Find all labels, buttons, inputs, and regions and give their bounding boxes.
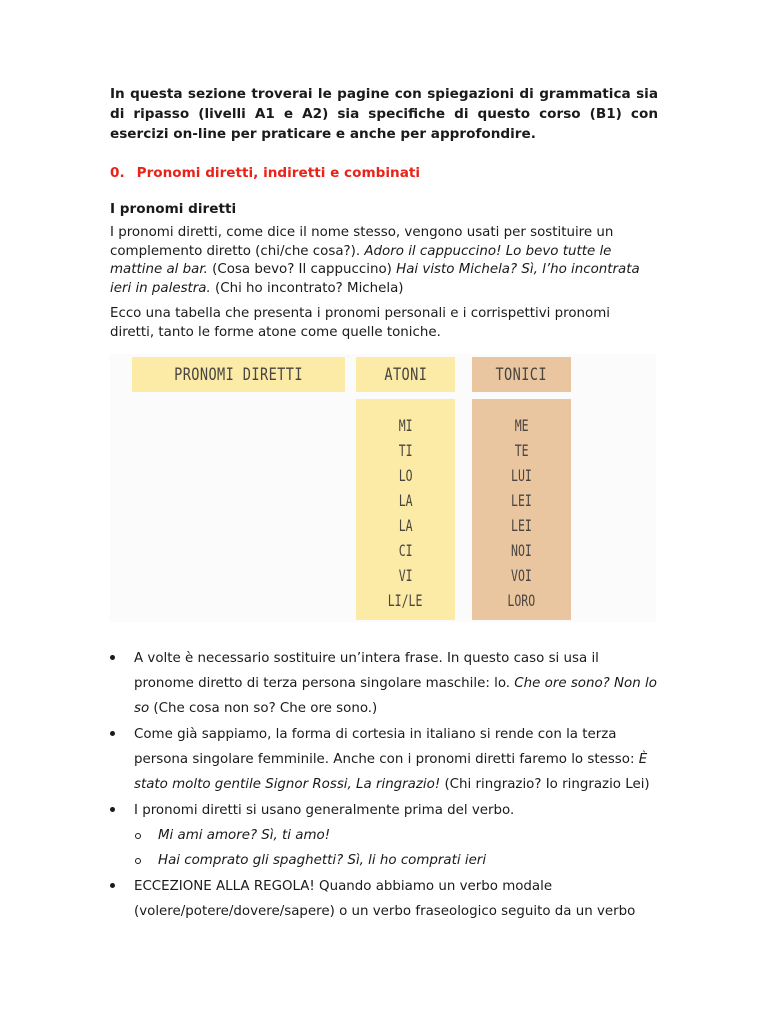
cell-tonico: LEI: [511, 491, 532, 510]
header-pronomi-diretti: PRONOMI DIRETTI: [132, 357, 345, 392]
bullet-icon: [110, 731, 115, 736]
bullet-icon: [110, 883, 115, 888]
column-atoni: [356, 399, 455, 620]
paragraph-table-intro: Ecco una tabella che presenta i pronomi personali e i corrispettivi pronomi diretti, tanto le forme atone come quelle toniche.: [110, 306, 610, 340]
section-title: [110, 163, 658, 183]
section-title-text: Pronomi diretti, indiretti e combinati: [136, 165, 421, 181]
cell-atono: MI: [398, 416, 413, 435]
document-body: [110, 84, 658, 342]
header-atoni: ATONI: [356, 357, 455, 392]
cell-tonico: NOI: [511, 541, 532, 560]
section-number: 0.: [110, 165, 125, 181]
cell-atono: CI: [398, 541, 413, 560]
circle-bullet-icon: [135, 833, 141, 839]
cell-tonico: TE: [514, 441, 529, 460]
intro-paragraph: In questa sezione troverai le pagine con spiegazioni di grammatica sia di ripasso (livelli A1 e A2) sia specifiche di questo corso (B1) con esercizi on-line per praticare e anche per approfondire.: [110, 86, 658, 142]
cell-tonico: VOI: [511, 566, 532, 585]
text-span: (Cosa bevo? Il cappuccino): [207, 262, 397, 277]
text-span: (Chi ho incontrato? Michela): [210, 280, 404, 296]
column-tonici: [472, 399, 571, 620]
example-italic: Hai visto Michela? Sì, l’ho incontrata ieri in palestra.: [110, 262, 640, 296]
text-span: I pronomi diretti, come dice il nome stesso, vengono usati per sostituire un complemento diretto (chi/che cosa?).: [110, 225, 614, 259]
sub-list-item: Hai comprato gli spaghetti? Sì, li ho comprati ieri: [134, 848, 658, 873]
cell-tonico: LEI: [511, 516, 532, 535]
sub-list-item: Mi ami amore? Sì, ti amo!: [134, 823, 658, 848]
list-item: ECCEZIONE ALLA REGOLA! Quando abbiamo un verbo modale (volere/potere/dovere/sapere) o un verbo fraseologico seguito da un verbo: [110, 874, 658, 924]
cell-tonico: LUI: [511, 466, 532, 485]
header-tonici: TONICI: [472, 357, 571, 392]
bullet-icon: [110, 807, 115, 812]
bullet-list: [110, 646, 658, 925]
cell-tonico: LORO: [507, 591, 536, 610]
cell-atono: LA: [398, 491, 413, 510]
cell-atono: TI: [398, 441, 413, 460]
list-item: I pronomi diretti si usano generalmente prima del verbo. Mi ami amore? Sì, ti amo! Hai comprato gli spaghetti? Sì, li ho comprati ieri: [110, 798, 658, 873]
cell-tonico: ME: [514, 416, 529, 435]
subheading: I pronomi diretti: [110, 201, 237, 217]
example-italic: Adoro il cappuccino! Lo bevo tutte le mattine al bar.: [110, 243, 612, 277]
cell-atono: LO: [398, 466, 413, 485]
cell-atono: LA: [398, 516, 413, 535]
list-item: A volte è necessario sostituire un’intera frase. In questo caso si usa il pronome diretto di terza persona singolare maschile: lo. Che ore sono? Non lo so (Che cosa non so? Che ore sono.): [110, 646, 658, 721]
circle-bullet-icon: [135, 858, 141, 864]
pronoun-table-image: [110, 354, 656, 622]
list-item: Come già sappiamo, la forma di cortesia in italiano si rende con la terza persona singolare femminile. Anche con i pronomi diretti faremo lo stesso: È stato molto gentile Signor Rossi, La ringrazio! (Chi ringrazio? Io ringrazio Lei): [110, 722, 658, 797]
paragraph-definition: [110, 224, 658, 298]
sub-list: [134, 823, 658, 873]
cell-atono: LI/LE: [388, 591, 423, 610]
bullet-icon: [110, 655, 115, 660]
cell-atono: VI: [398, 566, 413, 585]
